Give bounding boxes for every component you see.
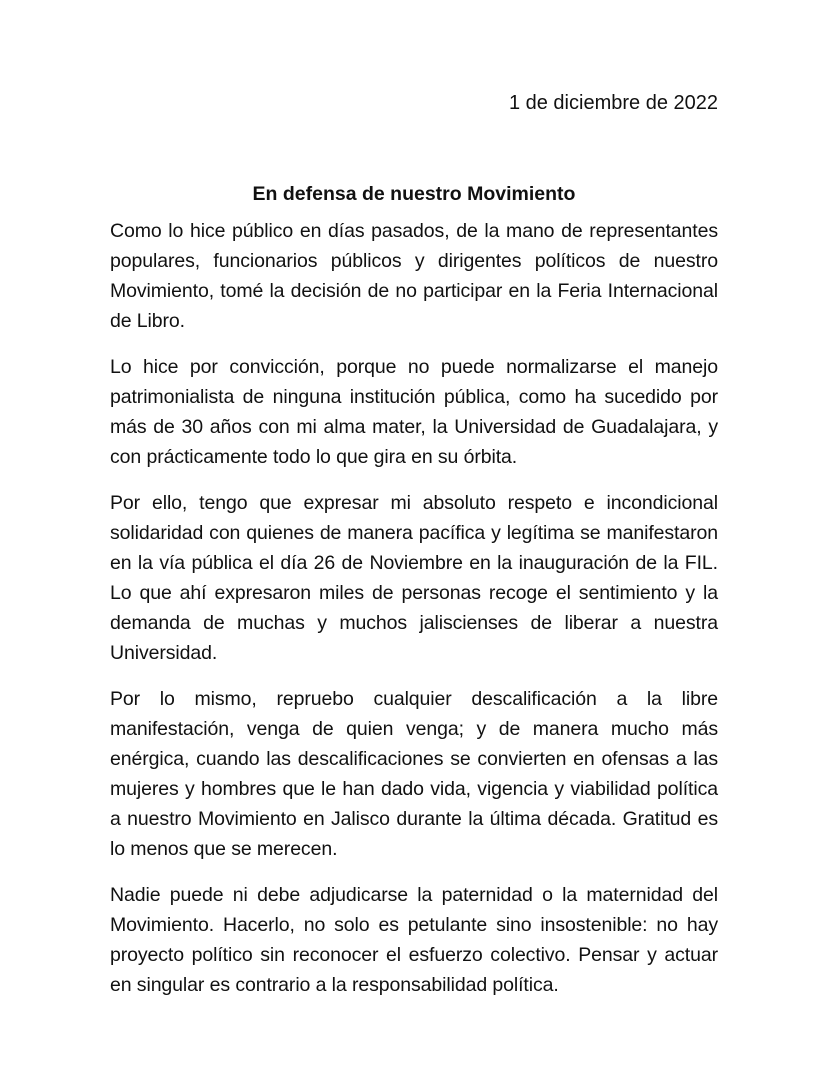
document-title: En defensa de nuestro Movimiento bbox=[252, 183, 576, 205]
paragraph-1: Como lo hice público en días pasados, de la mano de representantes populares, funcionarios públicos y dirigentes políticos de nuestro Movimiento, tomé la decisión de no participar en la Feria Internacional de Libro. bbox=[110, 220, 718, 332]
document-date: 1 de diciembre de 2022 bbox=[508, 92, 718, 114]
paragraph-2: Lo hice por convicción, porque no puede normalizarse el manejo patrimonialista de ninguna institución pública, como ha sucedido por más de 30 años con mi alma mater, la Universidad de Guadalajara, y con prácticamente todo lo que gira en su órbita. bbox=[110, 356, 718, 468]
paragraph-5: Nadie puede ni debe adjudicarse la paternidad o la maternidad del Movimiento. Hacerlo, no solo es petulante sino insostenible: no hay proyecto político sin reconocer el esfuerzo colectivo. Pensar y actuar en singular es contrario a la responsabilidad política. bbox=[110, 884, 718, 996]
paragraph-4: Por lo mismo, repruebo cualquier descalificación a la libre manifestación, venga de quien venga; y de manera mucho más enérgica, cuando las descalificaciones se convierten en ofensas a las mujeres y hombres que le han dado vida, vigencia y viabilidad política a nuestro Movimiento en Jalisco durante la última década. Gratitud es lo menos que se merecen. bbox=[110, 688, 718, 860]
paragraph-3: Por ello, tengo que expresar mi absoluto respeto e incondicional solidaridad con quienes de manera pacífica y legítima se manifestaron en la vía pública el día 26 de Noviembre en la inauguración de la FIL. Lo que ahí expresaron miles de personas recoge el sentimiento y la demanda de muchas y muchos jaliscienses de liberar a nuestra Universidad. bbox=[110, 492, 718, 664]
